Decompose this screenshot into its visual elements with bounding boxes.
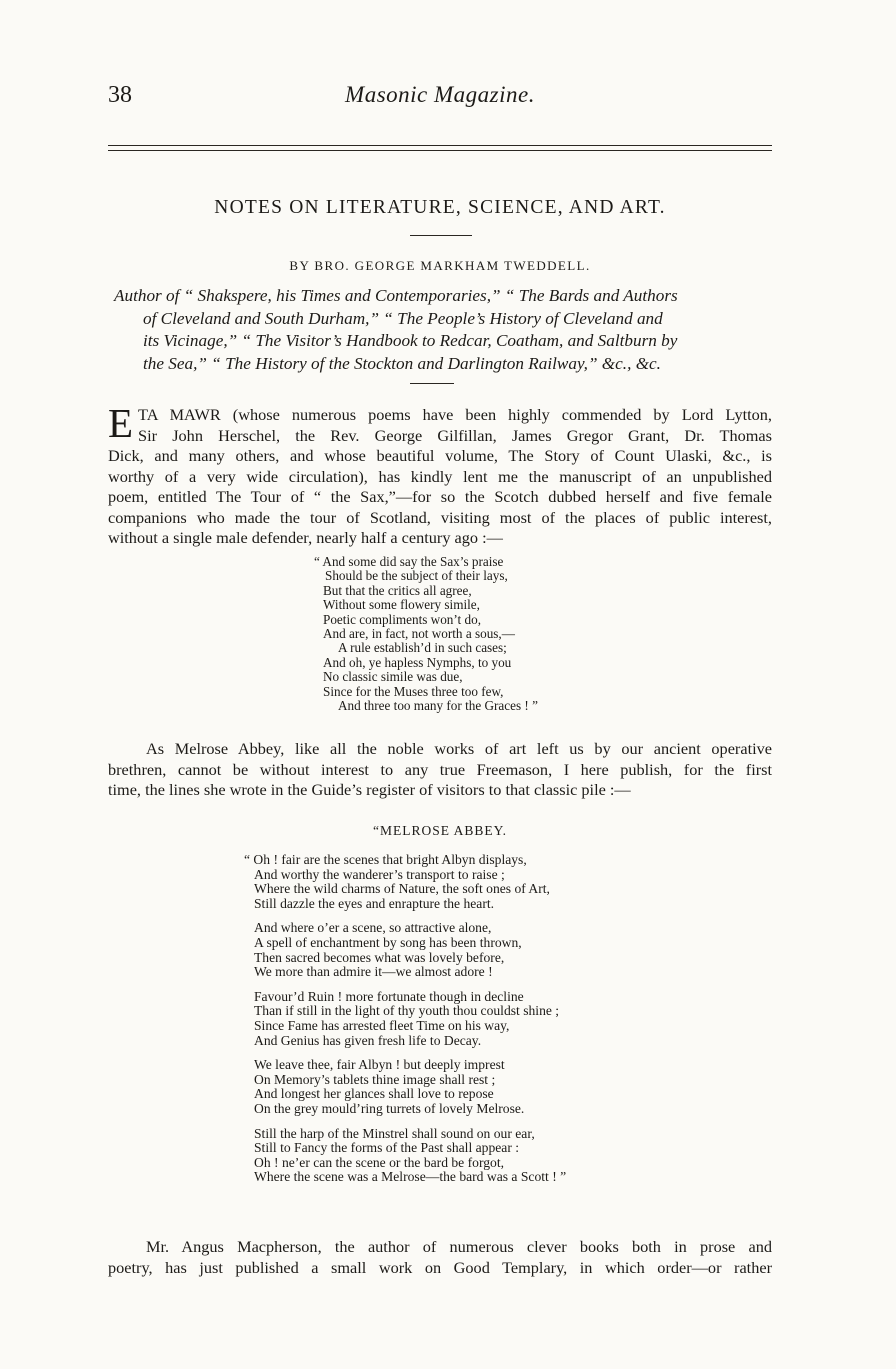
poem-line: Favour’d Ruin ! more fortunate though in decline — [254, 988, 524, 1004]
poem-melrose-abbey — [244, 853, 566, 1195]
poem-line: Then sacred becomes what was lovely before, — [254, 949, 505, 965]
poem-line: “ And some did say the Sax’s praise — [314, 554, 504, 569]
paragraph-macpherson — [108, 1237, 772, 1278]
paragraph-line: poetry, has just published a small work on Good Templary, in which order—or rather — [108, 1257, 772, 1277]
paragraph-line: companions who made the tour of Scotland, visiting most of the places of public interest, — [108, 507, 772, 527]
poem-line: No classic simile was due, — [323, 669, 463, 685]
paragraph-line: worthy of a very wide circulation), has kindly lent me the manuscript of an unpublished — [108, 466, 772, 486]
poem-line: And oh, ye hapless Nymphs, to you — [323, 654, 512, 670]
poem-line: And three too many for the Graces ! ” — [338, 698, 538, 714]
paragraph-line: poem, entitled The Tour of “ the Sax,”—for so the Scotch dubbed herself and five female — [108, 487, 772, 506]
poem-title: “MELROSE ABBEY. — [372, 823, 507, 838]
poem-line: But that the critics all agree, — [323, 582, 472, 598]
paragraph-line: Mr. Angus Macpherson, the author of numerous clever books both in prose and — [146, 1237, 772, 1256]
poem-line: On the grey mould’ring turrets of lovely Melrose. — [254, 1100, 525, 1116]
poem-line: Since Fame has arrested fleet Time on his way, — [254, 1017, 510, 1033]
byline: BY BRO. GEORGE MARKHAM TWEDDELL. — [289, 258, 591, 273]
poem-line: A rule establish’d in such cases; — [338, 640, 507, 656]
stanza — [244, 853, 566, 911]
poem-line: Still the harp of the Minstrel shall sound on our ear, — [254, 1125, 535, 1141]
poem-line: Still to Fancy the forms of the Past shall appear : — [254, 1140, 520, 1156]
poem-line: Should be the subject of their lays, — [325, 568, 508, 584]
paragraph-line: Dick, and many others, and whose beautiful volume, The Story of Count Ulaski, &c., is — [108, 446, 772, 465]
paragraph-line: As Melrose Abbey, like all the noble works of art left us by our ancient operative — [146, 739, 772, 758]
poem-line: Oh ! ne’er can the scene or the bard be forgot, — [254, 1154, 504, 1170]
stanza — [244, 921, 566, 979]
author-credits-line: Author of “ Shakspere, his Times and Contemporaries,” “ The Bards and Authors — [114, 286, 678, 305]
stanza — [244, 990, 566, 1048]
article-title: NOTES ON LITERATURE, SCIENCE, AND ART. — [214, 197, 666, 218]
poem-line: And are, in fact, not worth a sous,— — [323, 626, 515, 642]
stanza — [244, 1127, 566, 1185]
poem-line: Poetic compliments won’t do, — [323, 611, 481, 627]
header-rule-top — [108, 145, 772, 146]
poem-line: And Genius has given fresh life to Decay. — [254, 1032, 482, 1048]
poem-line: Than if still in the light of thy youth thou couldst shine ; — [254, 1003, 560, 1019]
poem-line: Still dazzle the eyes and enrapture the heart. — [254, 895, 495, 911]
poem-line: Since for the Muses three too few, — [323, 683, 504, 699]
author-credits-line: its Vicinage,” “ The Visitor’s Handbook to Redcar, Coatham, and Saltburn by — [143, 331, 678, 350]
poem-sax-praise — [314, 555, 538, 713]
magazine-title: Masonic Magazine. — [345, 82, 535, 107]
running-head — [108, 82, 772, 116]
paragraph-melrose-intro — [108, 739, 772, 801]
poem-line: And longest her glances shall love to repose — [254, 1086, 494, 1102]
paragraph-intro — [108, 400, 772, 549]
poem-line: We leave thee, fair Albyn ! but deeply imprest — [254, 1057, 505, 1073]
poem-line: A spell of enchantment by song has been thrown, — [254, 934, 522, 950]
poem-line: And where o’er a scene, so attractive alone, — [254, 920, 492, 936]
drop-cap: E — [108, 400, 134, 446]
page-number: 38 — [108, 82, 132, 108]
poem-line: And worthy the wanderer’s transport to raise ; — [254, 866, 505, 882]
paragraph-line: without a single male defender, nearly half a century ago :— — [108, 528, 503, 547]
stanza — [244, 1058, 566, 1116]
poem-line: We more than admire it—we almost adore ! — [254, 964, 493, 980]
poem-line: “ Oh ! fair are the scenes that bright Albyn displays, — [244, 852, 527, 867]
author-credits — [114, 285, 774, 375]
poem-line: Where the wild charms of Nature, the soft ones of Art, — [254, 881, 550, 897]
title-divider — [410, 235, 472, 236]
paragraph-line: brethren, cannot be without interest to any true Freemason, I here publish, for the first — [108, 759, 772, 779]
paragraph-line: TA MAWR (whose numerous poems have been highly commended by Lord Lytton, — [138, 405, 772, 424]
paragraph-line: Sir John Herschel, the Rev. George Gilfillan, James Gregor Grant, Dr. Thomas — [138, 425, 772, 445]
section-divider — [410, 383, 454, 384]
poem-line: Without some flowery simile, — [323, 597, 480, 613]
author-credits-line: of Cleveland and South Durham,” “ The People’s History of Cleveland and — [143, 308, 663, 328]
paragraph-line: time, the lines she wrote in the Guide’s register of visitors to that classic pile :— — [108, 780, 631, 799]
poem-line: On Memory’s tablets thine image shall rest ; — [254, 1071, 496, 1087]
header-rule-bottom — [108, 150, 772, 151]
author-credits-line: the Sea,” “ The History of the Stockton and Darlington Railway,” &c., &c. — [143, 353, 661, 373]
poem-line: Where the scene was a Melrose—the bard was a Scott ! ” — [254, 1169, 567, 1185]
